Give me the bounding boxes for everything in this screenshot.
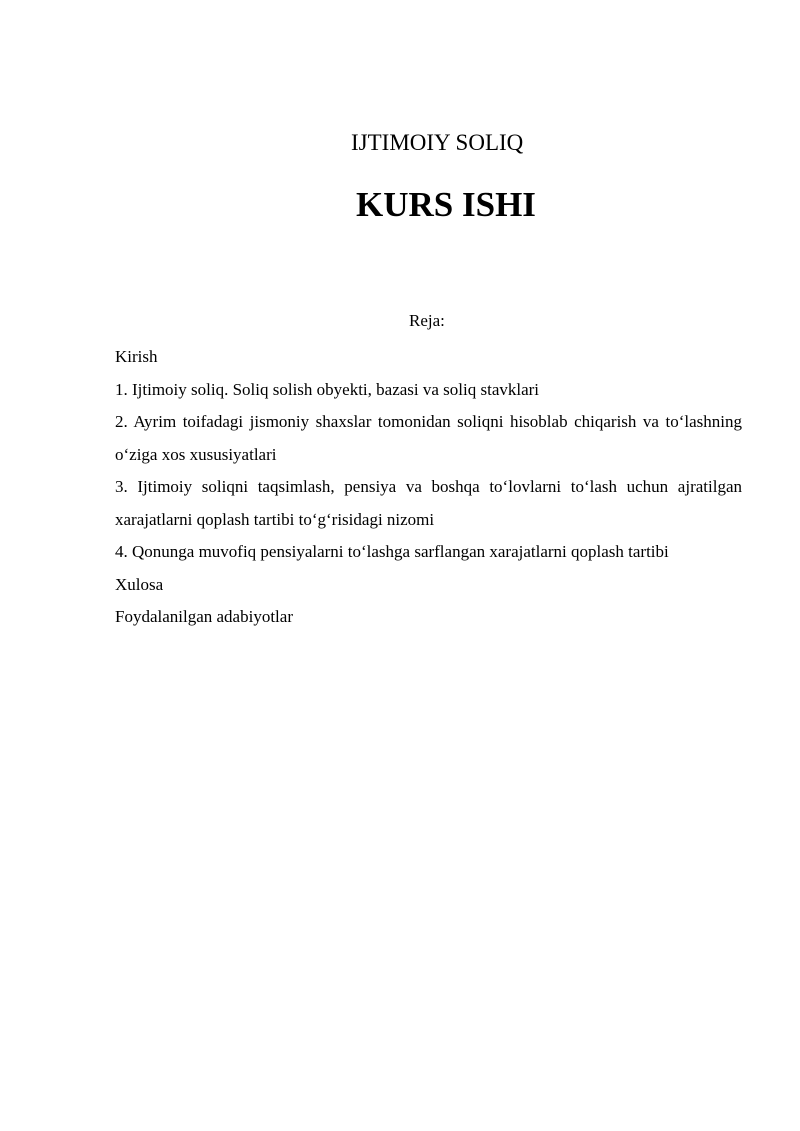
toc-item-1: 1. Ijtimoiy soliq. Soliq solish obyekti, bazasi va soliq stavklari — [115, 379, 540, 399]
table-of-contents — [115, 341, 742, 634]
toc-item-2: 2. Ayrim toifadagi jismoniy shaxslar tomonidan soliqni hisoblab chiqarish va to‘lashning o‘ziga xos xususiyatlari — [115, 412, 742, 464]
plan-heading: Reja: — [409, 311, 445, 330]
toc-item-references: Foydalanilgan adabiyotlar — [115, 607, 293, 626]
toc-item-introduction: Kirish — [115, 347, 158, 366]
document-subject: IJTIMOIY SOLIQ — [351, 130, 524, 155]
toc-item-3: 3. Ijtimoiy soliqni taqsimlash, pensiya va boshqa to‘lovlarni to‘lash uchun ajratilgan xarajatlarni qoplash tartibi to‘g‘risidagi nizomi — [115, 477, 742, 529]
toc-item-4: 4. Qonunga muvofiq pensiyalarni to‘lashga sarflangan xarajatlarni qoplash tartibi — [115, 542, 669, 561]
document-type-title: KURS ISHI — [356, 185, 536, 224]
toc-item-conclusion: Xulosa — [115, 574, 164, 594]
